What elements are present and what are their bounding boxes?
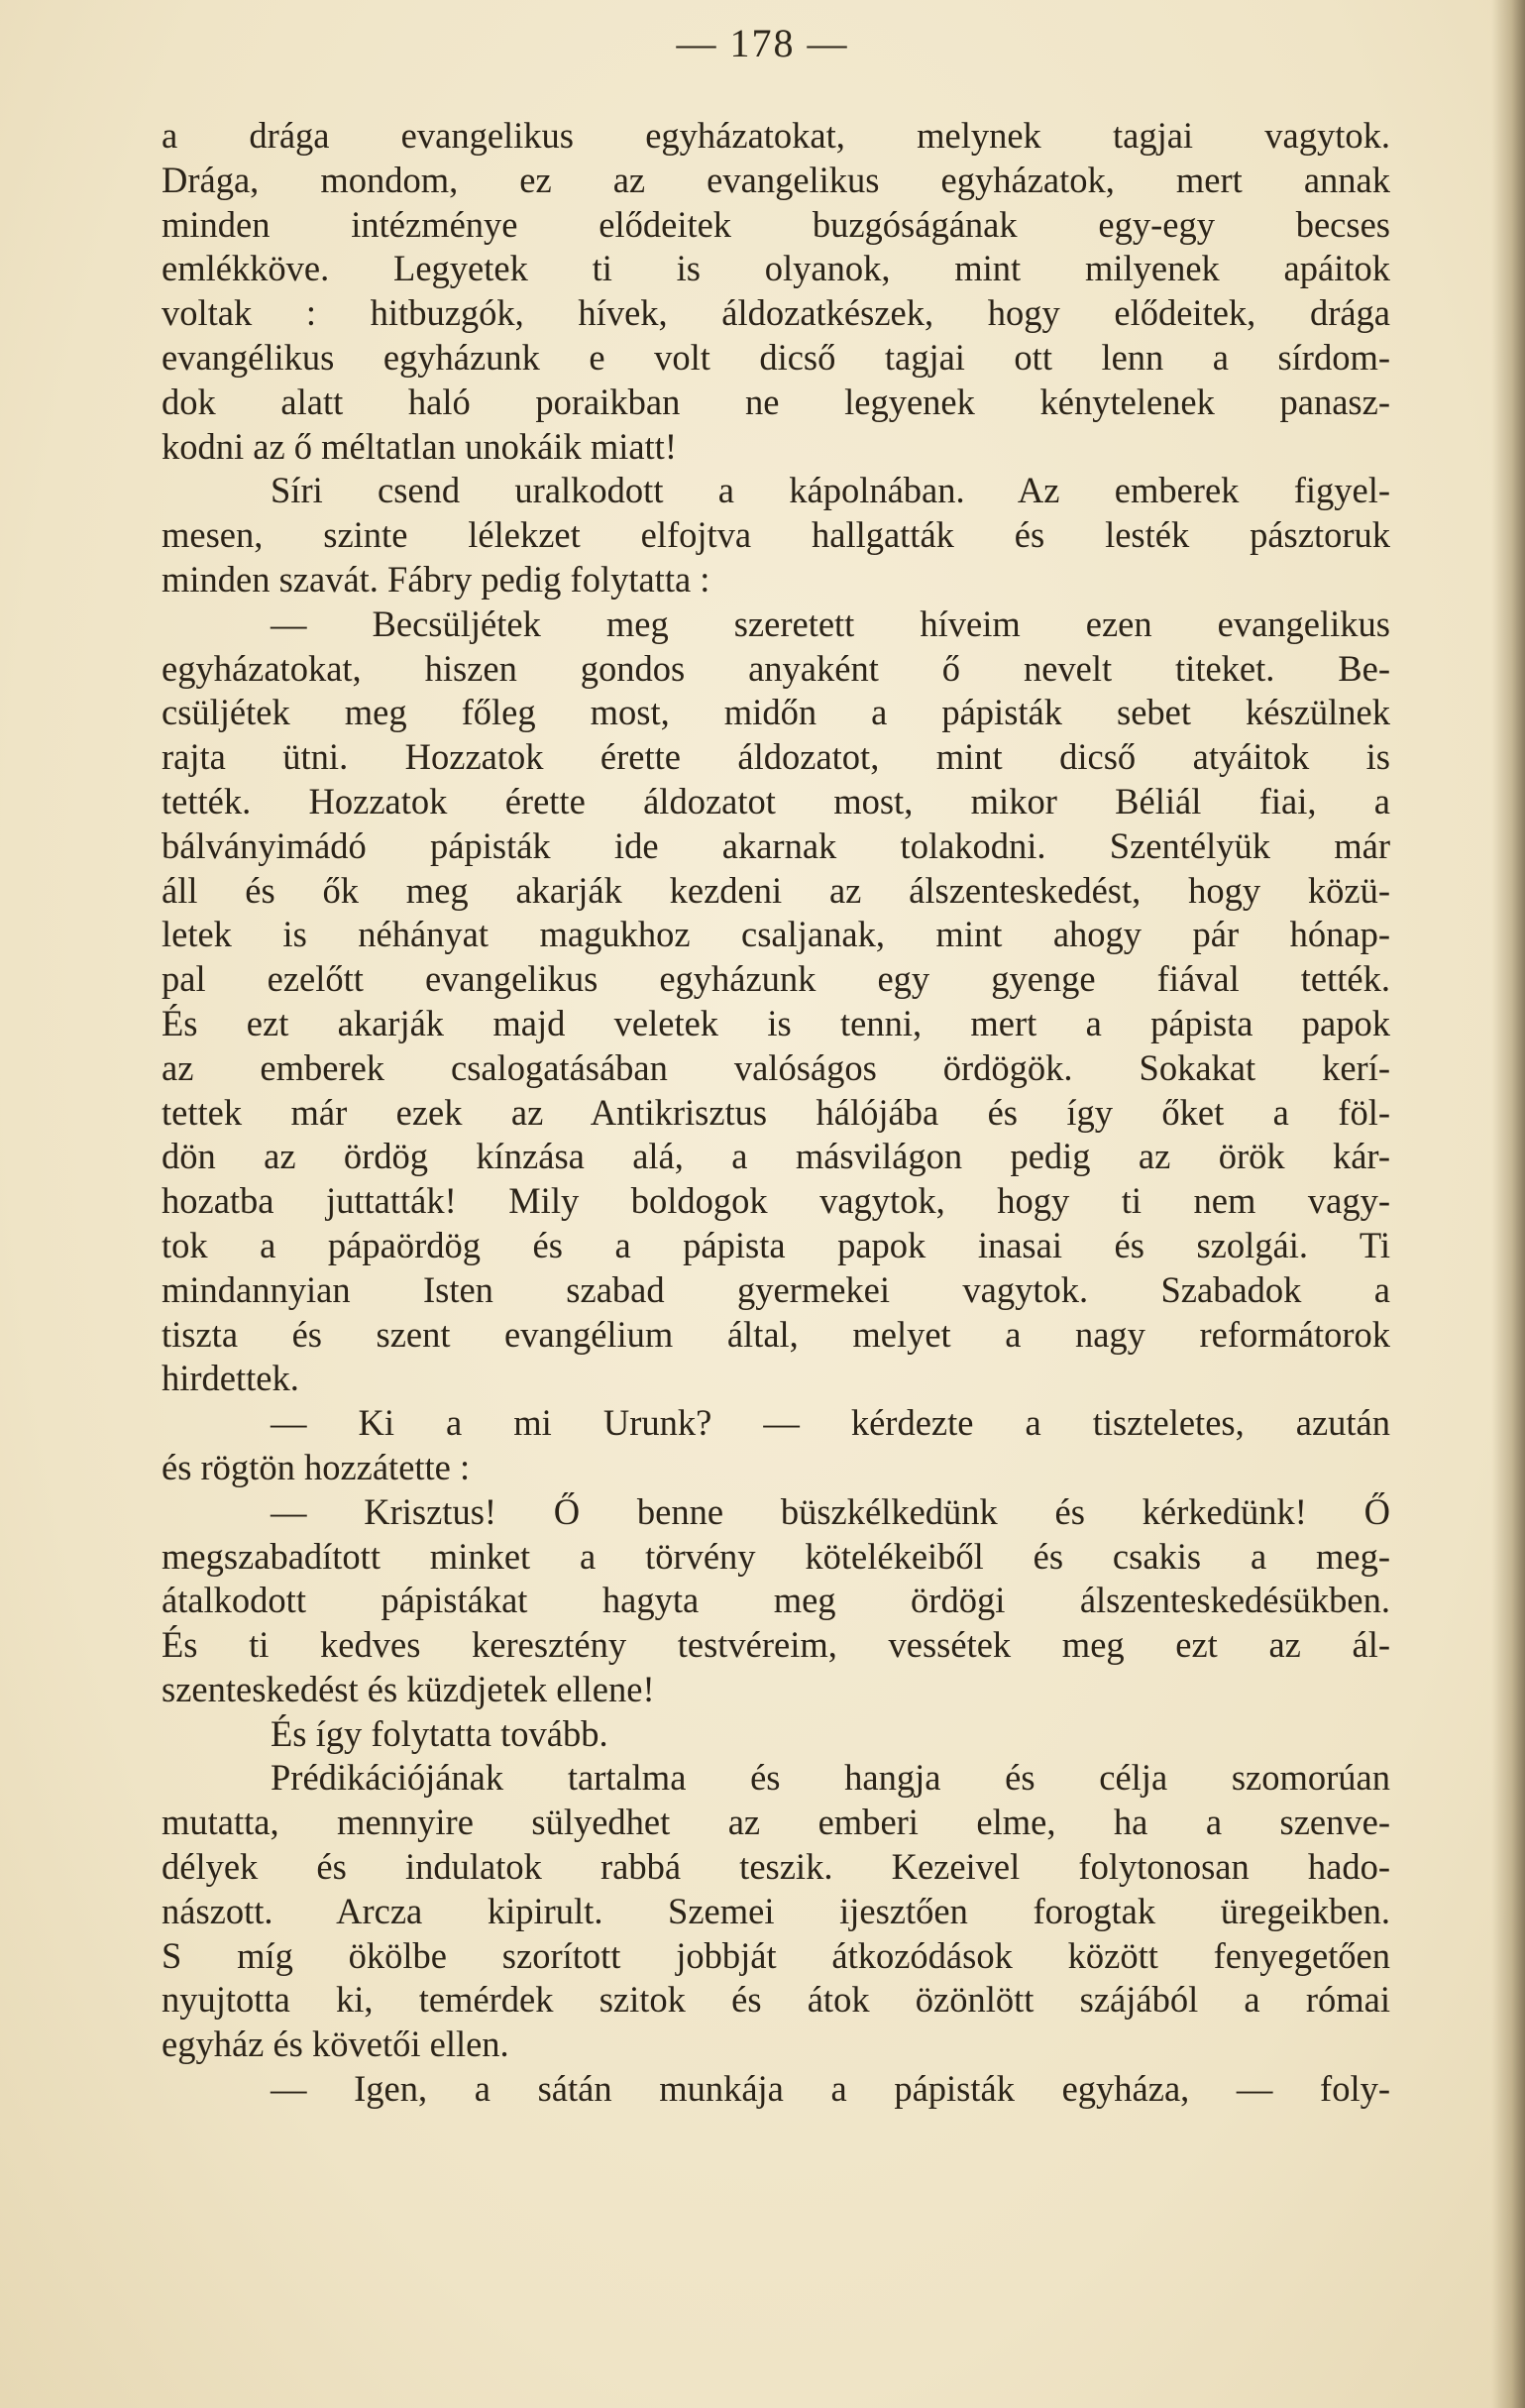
page-binding-shadow (1491, 0, 1525, 2408)
text-line: — Krisztus! Ő benne büszkélkedünk és kérkedünk! Ő (271, 1490, 1390, 1532)
text-line: — Becsüljétek meg szeretett híveim ezen evangelikus (271, 602, 1390, 644)
text-line: csüljétek meg főleg most, midőn a pápisták sebet készülnek (162, 692, 1390, 733)
text-line: mindannyian Isten szabad gyermekei vagytok. Szabadok a (162, 1268, 1390, 1310)
text-line: És így folytatta tovább. (271, 1712, 608, 1754)
text-line: tették. Hozzatok érette áldozatot most, mikor Béliál fiai, a (162, 780, 1390, 821)
text-line: dok alatt haló poraikban ne legyenek kénytelenek panasz- (162, 381, 1390, 422)
text-line: minden intézménye elődeitek buzgóságának egy-egy becses (162, 203, 1390, 245)
text-line: Síri csend uralkodott a kápolnában. Az emberek figyel- (271, 470, 1390, 511)
text-line: megszabadított minket a törvény kötelékeiből és csakis a meg- (162, 1535, 1390, 1577)
text-line: pal ezelőtt evangelikus egyházunk egy gyenge fiával tették. (162, 958, 1390, 1000)
text-line: nászott. Arcza kipirult. Szemei ijesztően forogtak üregeikben. (162, 1890, 1390, 1931)
text-line: dön az ördög kínzása alá, a másvilágon pedig az örök kár- (162, 1136, 1390, 1177)
text-line: bálványimádó pápisták ide akarnak tolakodni. Szentélyük már (162, 824, 1390, 866)
text-line: egyház és követői ellen. (162, 2024, 509, 2065)
text-line: délyek és indulatok rabbá teszik. Kezeivel folytonosan hado- (162, 1846, 1390, 1888)
text-line: mutatta, mennyire sülyedhet az emberi elme, ha a szenve- (162, 1802, 1390, 1843)
text-line: a drága evangelikus egyházatokat, melynek tagjai vagytok. (162, 115, 1390, 156)
text-line: És ezt akarják majd veletek is tenni, mert a pápista papok (162, 1002, 1390, 1043)
text-line: az emberek csalogatásában valóságos ördögök. Sokakat kerí- (162, 1046, 1390, 1088)
text-line: Prédikációjának tartalma és hangja és célja szomorúan (271, 1757, 1390, 1799)
text-line: emlékköve. Legyetek ti is olyanok, mint milyenek apáitok (162, 248, 1390, 289)
text-line: tiszta és szent evangélium által, melyet a nagy reformátorok (162, 1313, 1390, 1355)
text-line: rajta ütni. Hozzatok érette áldozatot, mint dicső atyáitok is (162, 736, 1390, 778)
text-line: Drága, mondom, ez az evangelikus egyházatok, mert annak (162, 159, 1390, 200)
text-line: — Ki a mi Urunk? — kérdezte a tiszteletes, azután (271, 1402, 1390, 1444)
text-line: mesen, szinte lélekzet elfojtva hallgatták és lesték pásztoruk (162, 514, 1390, 556)
text-line: nyujtotta ki, temérdek szitok és átok özönlött szájából a római (162, 1979, 1390, 2021)
text-line: hozatba juttatták! Mily boldogok vagytok, hogy ti nem vagy- (162, 1180, 1390, 1222)
text-line: átalkodott pápistákat hagyta meg ördögi álszenteskedésükben. (162, 1580, 1390, 1621)
text-line: tok a pápaördög és a pápista papok inasai és szolgái. Ti (162, 1224, 1390, 1265)
text-line: S míg ökölbe szorított jobbját átkozódások között fenyegetően (162, 1934, 1390, 1976)
text-line: egyházatokat, hiszen gondos anyaként ő nevelt titeket. Be- (162, 647, 1390, 689)
body-text (162, 114, 1390, 2112)
text-line: tettek már ezek az Antikrisztus hálójába és így őket a föl- (162, 1091, 1390, 1133)
text-line: kodni az ő méltatlan unokáik miatt! (162, 425, 677, 467)
text-line: minden szavát. Fábry pedig folytatta : (162, 558, 710, 600)
text-line: voltak : hitbuzgók, hívek, áldozatkészek, hogy elődeitek, drága (162, 292, 1390, 334)
text-line: evangélikus egyházunk e volt dicső tagjai ott lenn a sírdom- (162, 336, 1390, 378)
text-line: — Igen, a sátán munkája a pápisták egyháza, — foly- (271, 2068, 1390, 2110)
text-line: és rögtön hozzátette : (162, 1446, 471, 1487)
text-line: szenteskedést és küzdjetek ellene! (162, 1668, 655, 1709)
page-number: — 178 — (676, 21, 849, 65)
text-line: áll és ők meg akarják kezdeni az álszenteskedést, hogy közü- (162, 869, 1390, 911)
text-line: És ti kedves keresztény testvéreim, vessétek meg ezt az ál- (162, 1624, 1390, 1666)
text-line: hirdettek. (162, 1358, 299, 1399)
text-line: letek is néhányat magukhoz csaljanak, mint ahogy pár hónap- (162, 914, 1390, 955)
